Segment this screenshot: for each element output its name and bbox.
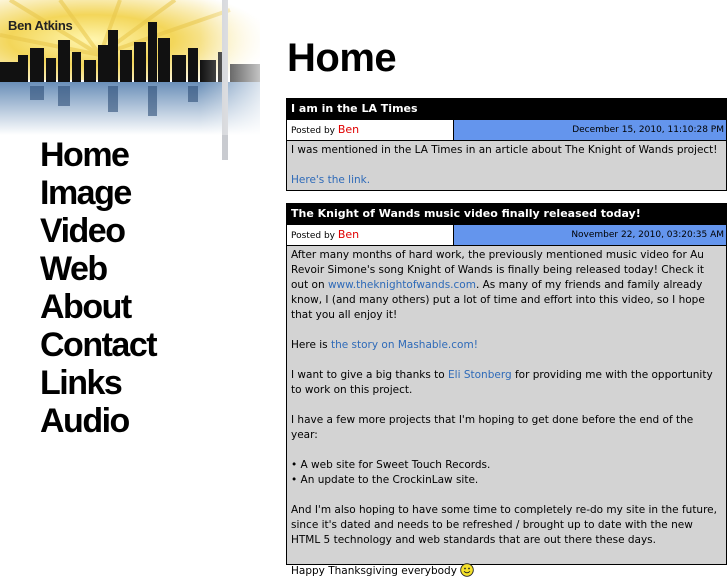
text-run: Happy Thanksgiving everybody <box>291 565 457 577</box>
nav-item-contact[interactable]: Contact <box>40 326 157 364</box>
smiley-icon <box>460 563 474 577</box>
post-title: I am in the LA Times <box>287 99 726 119</box>
text-run: After many months of hard work, the previously mentioned music video for Au Revoir Simone's song Knight of Wands is finally being released today! Check it out on <box>291 249 704 291</box>
site-brand[interactable]: Ben Atkins <box>8 18 73 33</box>
nav-item-about[interactable]: About <box>40 288 131 326</box>
post-date: December 15, 2010, 11:10:28 PM <box>454 120 726 140</box>
nav-item-image[interactable]: Image <box>40 174 131 212</box>
text-run: . As many of my friends and family already know, I (and many others) put a lot of time and effort into this video, so I hope that you all enjoy it! <box>291 279 705 321</box>
list-item: • A web site for Sweet Touch Records. <box>291 459 491 471</box>
post-byline <box>287 120 454 140</box>
post-body <box>287 141 726 190</box>
post-author: Ben <box>337 228 360 241</box>
mashable-link[interactable]: the story on Mashable.com! <box>330 339 478 351</box>
post-paragraph: I was mentioned in the LA Times in an article about The Knight of Wands project! <box>291 144 718 156</box>
bullet-list <box>291 458 723 488</box>
knight-of-wands-link[interactable]: www.theknightofwands.com <box>327 279 476 291</box>
post-meta <box>287 119 726 141</box>
post-author: Ben <box>337 123 360 136</box>
post-paragraph <box>291 563 723 579</box>
post-paragraph: And I'm also hoping to have some time to completely re-do my site in the future, since it's dated and needs to be refreshed / brought up to date with the new HTML 5 technology and web standards that are out there these days. <box>291 504 717 546</box>
nav-item-audio[interactable]: Audio <box>40 402 129 440</box>
eli-stonberg-link[interactable]: Eli Stonberg <box>448 369 512 381</box>
post-paragraph <box>291 368 723 398</box>
header-banner <box>0 0 280 135</box>
main-nav <box>40 136 156 440</box>
post-paragraph: I have a few more projects that I'm hoping to get done before the end of the year: <box>291 414 694 441</box>
post-date: November 22, 2010, 03:20:35 AM <box>454 225 726 245</box>
post-title: The Knight of Wands music video finally released today! <box>287 204 726 224</box>
list-item: • An update to the CrockinLaw site. <box>291 474 479 486</box>
nav-item-video[interactable]: Video <box>40 212 125 250</box>
post-body <box>287 246 726 581</box>
la-times-link[interactable]: Here's the link. <box>291 174 371 186</box>
text-run: for providing me with the opportunity to work on this project. <box>291 369 713 396</box>
blog-post <box>286 98 727 191</box>
posted-by-label: Posted by <box>291 126 335 136</box>
posted-by-label: Posted by <box>291 231 335 241</box>
post-byline <box>287 225 454 245</box>
nav-item-web[interactable]: Web <box>40 250 107 288</box>
blog-post <box>286 203 727 577</box>
page-title: Home <box>287 36 397 80</box>
text-run: Here is <box>291 339 331 351</box>
text-run: I want to give a big thanks to <box>291 369 449 381</box>
post-meta <box>287 224 726 246</box>
post-paragraph <box>291 248 723 323</box>
nav-item-links[interactable]: Links <box>40 364 122 402</box>
nav-item-home[interactable]: Home <box>40 136 129 174</box>
post-paragraph <box>291 338 723 353</box>
